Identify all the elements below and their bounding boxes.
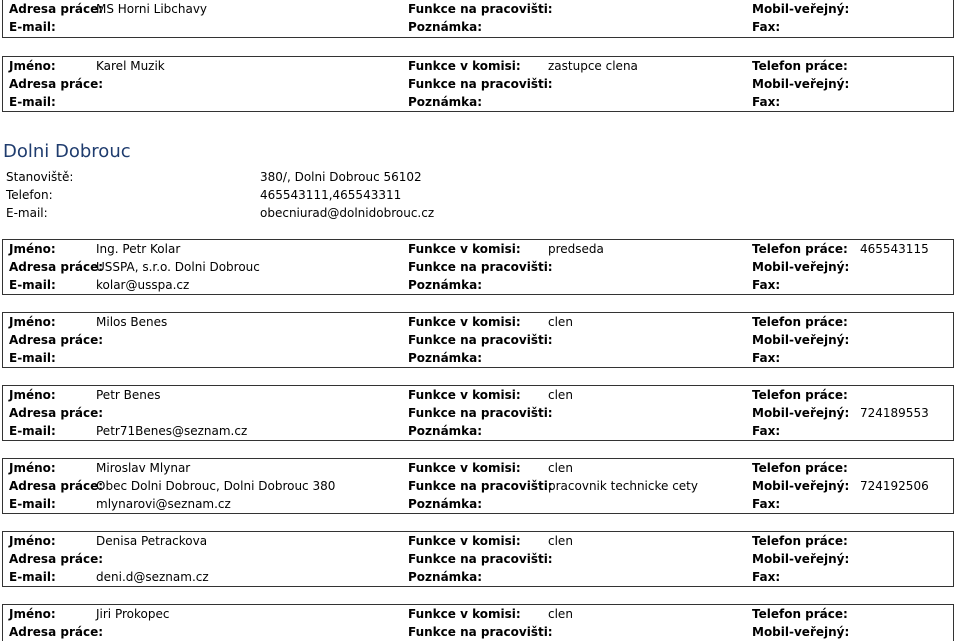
mobile-label: Mobil-veřejný: [752, 333, 850, 347]
mobile-label: Mobil-veřejný: [752, 77, 850, 91]
committee-function-label: Funkce v komisi: [408, 607, 521, 621]
email-value[interactable]: obecniurad@dolnidobrouc.cz [260, 206, 435, 220]
name-value: Jiri Prokopec [96, 607, 170, 621]
email-label: E-mail: [9, 95, 56, 109]
email-label: E-mail: [9, 497, 56, 511]
mobile-label: Mobil-veřejný: [752, 260, 850, 274]
workplace-function-label: Funkce na pracovišti: [408, 552, 553, 566]
committee-function-label: Funkce v komisi: [408, 59, 521, 73]
address-value: USSPA, s.r.o. Dolni Dobrouc [96, 260, 260, 274]
workplace-function-value: pracovnik technicke cety [548, 479, 698, 493]
note-label: Poznámka: [408, 351, 483, 365]
card-row-email [3, 495, 953, 513]
mobile-value: 724189553 [860, 406, 929, 420]
name-value: Denisa Petrackova [96, 534, 208, 548]
card-row-address [3, 623, 953, 641]
name-value: Karel Muzik [96, 59, 165, 73]
committee-function-value: clen [548, 607, 573, 621]
email-label: E-mail: [9, 424, 56, 438]
name-label: Jméno: [9, 59, 56, 73]
fax-label: Fax: [752, 351, 781, 365]
address-label: Adresa práce: [9, 406, 104, 420]
location-value: 380/, Dolni Dobrouc 56102 [260, 170, 422, 184]
note-label: Poznámka: [408, 497, 483, 511]
mobile-label: Mobil-veřejný: [752, 406, 850, 420]
work-phone-label: Telefon práce: [752, 607, 848, 621]
committee-function-value: clen [548, 461, 573, 475]
card-row-address [3, 0, 953, 18]
phone-label: Telefon: [6, 188, 53, 202]
name-label: Jméno: [9, 242, 56, 256]
member-card [2, 239, 954, 295]
location-label: Stanoviště: [6, 170, 74, 184]
work-phone-label: Telefon práce: [752, 388, 848, 402]
committee-function-value: clen [548, 388, 573, 402]
card-row-address [3, 331, 953, 349]
workplace-function-label: Funkce na pracovišti: [408, 333, 553, 347]
card-row-name [3, 240, 953, 258]
member-card [2, 312, 954, 368]
email-value[interactable]: Petr71Benes@seznam.cz [96, 424, 248, 438]
card-row-email [3, 422, 953, 440]
email-value[interactable]: deni.d@seznam.cz [96, 570, 209, 584]
card-row-address [3, 258, 953, 276]
email-value[interactable]: kolar@usspa.cz [96, 278, 190, 292]
email-label: E-mail: [9, 351, 56, 365]
name-label: Jméno: [9, 315, 56, 329]
work-phone-label: Telefon práce: [752, 534, 848, 548]
member-card [2, 458, 954, 514]
name-value: Miroslav Mlynar [96, 461, 191, 475]
mobile-label: Mobil-veřejný: [752, 479, 850, 493]
card-row-name [3, 386, 953, 404]
email-label: E-mail: [9, 20, 56, 34]
card-row-address [3, 477, 953, 495]
card-row-email [3, 18, 953, 36]
email-label: E-mail: [9, 278, 56, 292]
mobile-value: 724192506 [860, 479, 929, 493]
address-label: Adresa práce: [9, 625, 104, 639]
committee-function-label: Funkce v komisi: [408, 242, 521, 256]
phone-value: 465543111,465543311 [260, 188, 402, 202]
note-label: Poznámka: [408, 278, 483, 292]
name-label: Jméno: [9, 388, 56, 402]
name-label: Jméno: [9, 461, 56, 475]
address-label: Adresa práce: [9, 333, 104, 347]
card-row-email [3, 276, 953, 294]
address-label: Adresa práce: [9, 77, 104, 91]
fax-label: Fax: [752, 95, 781, 109]
address-label: Adresa práce: [9, 260, 104, 274]
note-label: Poznámka: [408, 20, 483, 34]
card-row-email [3, 568, 953, 586]
fax-label: Fax: [752, 20, 781, 34]
email-value[interactable]: mlynarovi@seznam.cz [96, 497, 231, 511]
email-label: E-mail: [9, 570, 56, 584]
note-label: Poznámka: [408, 424, 483, 438]
address-label: Adresa práce: [9, 2, 104, 16]
mobile-label: Mobil-veřejný: [752, 625, 850, 639]
committee-function-value: predseda [548, 242, 604, 256]
committee-function-value: zastupce clena [548, 59, 638, 73]
workplace-function-label: Funkce na pracovišti: [408, 625, 553, 639]
card-row-name [3, 459, 953, 477]
fax-label: Fax: [752, 570, 781, 584]
member-card [2, 531, 954, 587]
committee-function-label: Funkce v komisi: [408, 534, 521, 548]
fax-label: Fax: [752, 497, 781, 511]
address-value: Obec Dolni Dobrouc, Dolni Dobrouc 380 [96, 479, 336, 493]
card-row-name [3, 57, 953, 75]
name-label: Jméno: [9, 607, 56, 621]
card-row-address [3, 404, 953, 422]
mobile-label: Mobil-veřejný: [752, 552, 850, 566]
workplace-function-label: Funkce na pracovišti: [408, 77, 553, 91]
committee-function-label: Funkce v komisi: [408, 315, 521, 329]
committee-function-label: Funkce v komisi: [408, 461, 521, 475]
section-info-location [6, 168, 946, 186]
card-row-name [3, 313, 953, 331]
member-card-partial-bottom [2, 604, 954, 641]
note-label: Poznámka: [408, 570, 483, 584]
work-phone-value: 465543115 [860, 242, 929, 256]
fax-label: Fax: [752, 278, 781, 292]
address-label: Adresa práce: [9, 479, 104, 493]
section-title: Dolni Dobrouc [3, 141, 131, 162]
work-phone-label: Telefon práce: [752, 59, 848, 73]
committee-function-label: Funkce v komisi: [408, 388, 521, 402]
committee-function-value: clen [548, 315, 573, 329]
name-value: Petr Benes [96, 388, 161, 402]
address-value: MS Horni Libchavy [96, 2, 208, 16]
workplace-function-label: Funkce na pracovišti: [408, 2, 553, 16]
name-value: Ing. Petr Kolar [96, 242, 181, 256]
work-phone-label: Telefon práce: [752, 315, 848, 329]
address-label: Adresa práce: [9, 552, 104, 566]
workplace-function-label: Funkce na pracovišti: [408, 260, 553, 274]
card-row-email [3, 349, 953, 367]
workplace-function-label: Funkce na pracovišti: [408, 406, 553, 420]
email-label: E-mail: [6, 206, 48, 220]
card-row-address [3, 550, 953, 568]
section-info-email [6, 204, 946, 222]
note-label: Poznámka: [408, 95, 483, 109]
mobile-label: Mobil-veřejný: [752, 2, 850, 16]
section-info-phone [6, 186, 946, 204]
member-card [2, 385, 954, 441]
committee-function-value: clen [548, 534, 573, 548]
member-card-partial-top [2, 0, 954, 38]
card-row-email [3, 93, 953, 111]
card-row-name [3, 532, 953, 550]
work-phone-label: Telefon práce: [752, 242, 848, 256]
name-value: Milos Benes [96, 315, 168, 329]
fax-label: Fax: [752, 424, 781, 438]
work-phone-label: Telefon práce: [752, 461, 848, 475]
workplace-function-label: Funkce na pracovišti: [408, 479, 553, 493]
member-card-karel-muzik [2, 56, 954, 112]
name-label: Jméno: [9, 534, 56, 548]
card-row-name [3, 605, 953, 623]
card-row-address [3, 75, 953, 93]
